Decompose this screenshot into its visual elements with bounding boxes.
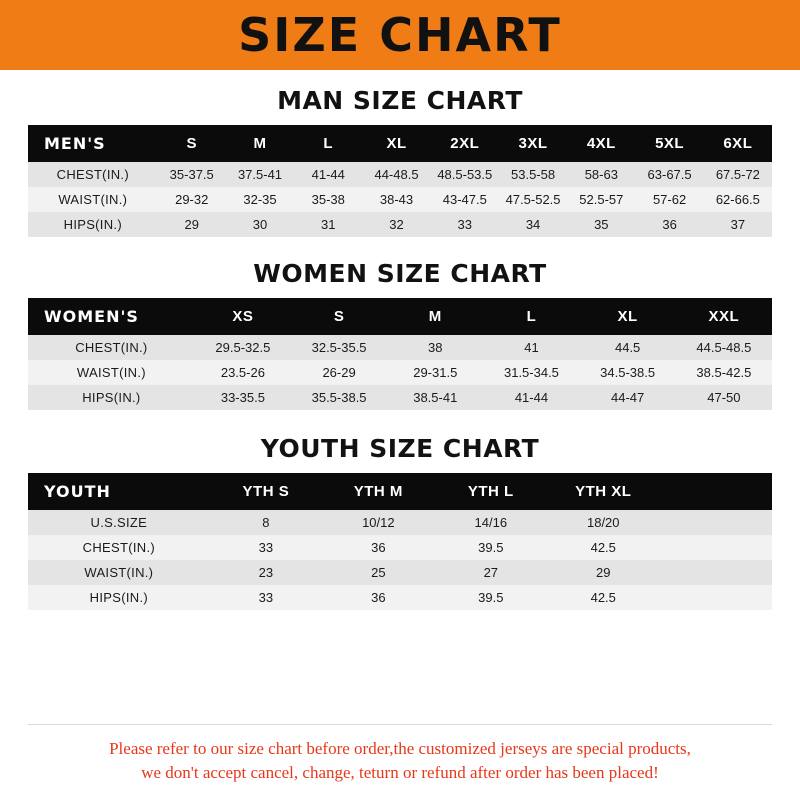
table-cell: 52.5-57 bbox=[567, 187, 635, 212]
column-header: XL bbox=[362, 125, 430, 162]
table-cell: 38 bbox=[387, 335, 483, 360]
column-header: YTH S bbox=[210, 473, 322, 510]
table-cell: 32 bbox=[362, 212, 430, 237]
column-header: L bbox=[294, 125, 362, 162]
table-row bbox=[28, 187, 772, 212]
table-body-man bbox=[28, 162, 772, 237]
row-label: WAIST(IN.) bbox=[28, 187, 158, 212]
notice-line-1: Please refer to our size chart before order,the customized jerseys are special products, bbox=[109, 738, 691, 758]
section-title-women: WOMEN SIZE CHART bbox=[253, 259, 547, 288]
table-cell-empty bbox=[659, 585, 772, 610]
table-cell: 39.5 bbox=[435, 535, 547, 560]
row-label: WAIST(IN.) bbox=[28, 360, 195, 385]
table-cell: 57-62 bbox=[635, 187, 703, 212]
column-header: YTH M bbox=[322, 473, 434, 510]
section-title-man: MAN SIZE CHART bbox=[277, 86, 523, 115]
table-cell: 37 bbox=[704, 212, 772, 237]
table-cell: 38-43 bbox=[362, 187, 430, 212]
table-cell: 44.5-48.5 bbox=[676, 335, 772, 360]
notice-section bbox=[0, 724, 800, 800]
table-cell: 36 bbox=[635, 212, 703, 237]
table-cell: 42.5 bbox=[547, 535, 659, 560]
table-head-youth bbox=[28, 473, 772, 510]
table-cell: 53.5-58 bbox=[499, 162, 567, 187]
table-cell: 41-44 bbox=[294, 162, 362, 187]
table-cell: 63-67.5 bbox=[635, 162, 703, 187]
column-header: YTH L bbox=[435, 473, 547, 510]
table-cell: 44.5 bbox=[580, 335, 676, 360]
table-cell: 41 bbox=[483, 335, 579, 360]
table-head-man bbox=[28, 125, 772, 162]
table-cell: 29-31.5 bbox=[387, 360, 483, 385]
table-cell: 29.5-32.5 bbox=[195, 335, 291, 360]
table-cell: 33-35.5 bbox=[195, 385, 291, 410]
table-cell: 23 bbox=[210, 560, 322, 585]
row-label: CHEST(IN.) bbox=[28, 162, 158, 187]
charts-content bbox=[0, 70, 800, 724]
table-cell: 44-48.5 bbox=[362, 162, 430, 187]
column-header: 4XL bbox=[567, 125, 635, 162]
table-cell: 8 bbox=[210, 510, 322, 535]
notice-box bbox=[28, 724, 772, 786]
column-header: 3XL bbox=[499, 125, 567, 162]
table-cell: 38.5-41 bbox=[387, 385, 483, 410]
table-cell: 35.5-38.5 bbox=[291, 385, 387, 410]
table-cell: 14/16 bbox=[435, 510, 547, 535]
table-cell: 29 bbox=[158, 212, 226, 237]
column-header: 6XL bbox=[704, 125, 772, 162]
table-youth-size-chart bbox=[28, 473, 772, 610]
row-label: HIPS(IN.) bbox=[28, 585, 210, 610]
table-row bbox=[28, 585, 772, 610]
table-row bbox=[28, 510, 772, 535]
section-title-youth: YOUTH SIZE CHART bbox=[260, 434, 540, 463]
column-header: MEN'S bbox=[28, 125, 158, 162]
row-label: HIPS(IN.) bbox=[28, 212, 158, 237]
table-cell: 38.5-42.5 bbox=[676, 360, 772, 385]
column-header: 2XL bbox=[431, 125, 499, 162]
table-cell: 47.5-52.5 bbox=[499, 187, 567, 212]
column-header: XS bbox=[195, 298, 291, 335]
table-cell-empty bbox=[659, 535, 772, 560]
table-cell: 44-47 bbox=[580, 385, 676, 410]
table-cell: 34.5-38.5 bbox=[580, 360, 676, 385]
table-cell-empty bbox=[659, 560, 772, 585]
table-row bbox=[28, 385, 772, 410]
row-label: U.S.SIZE bbox=[28, 510, 210, 535]
table-cell: 26-29 bbox=[291, 360, 387, 385]
table-women-size-chart bbox=[28, 298, 772, 410]
table-cell: 32.5-35.5 bbox=[291, 335, 387, 360]
table-cell: 36 bbox=[322, 585, 434, 610]
column-header: S bbox=[291, 298, 387, 335]
table-cell: 62-66.5 bbox=[704, 187, 772, 212]
table-row bbox=[28, 360, 772, 385]
row-label: CHEST(IN.) bbox=[28, 535, 210, 560]
table-cell: 33 bbox=[210, 535, 322, 560]
column-header: M bbox=[387, 298, 483, 335]
table-man-size-chart bbox=[28, 125, 772, 237]
table-cell: 58-63 bbox=[567, 162, 635, 187]
table-cell: 37.5-41 bbox=[226, 162, 294, 187]
column-header: S bbox=[158, 125, 226, 162]
table-cell: 31.5-34.5 bbox=[483, 360, 579, 385]
table-cell: 18/20 bbox=[547, 510, 659, 535]
table-cell-empty bbox=[659, 510, 772, 535]
row-label: HIPS(IN.) bbox=[28, 385, 195, 410]
table-head-women bbox=[28, 298, 772, 335]
column-header: XXL bbox=[676, 298, 772, 335]
table-cell: 31 bbox=[294, 212, 362, 237]
table-cell: 67.5-72 bbox=[704, 162, 772, 187]
table-cell: 41-44 bbox=[483, 385, 579, 410]
table-cell: 35-37.5 bbox=[158, 162, 226, 187]
table-cell: 29 bbox=[547, 560, 659, 585]
table-cell: 35-38 bbox=[294, 187, 362, 212]
page-banner bbox=[0, 0, 800, 70]
row-label: WAIST(IN.) bbox=[28, 560, 210, 585]
table-row bbox=[28, 212, 772, 237]
table-header-row bbox=[28, 473, 772, 510]
table-cell: 10/12 bbox=[322, 510, 434, 535]
table-cell: 47-50 bbox=[676, 385, 772, 410]
column-header-spacer bbox=[659, 473, 772, 510]
column-header: M bbox=[226, 125, 294, 162]
table-row bbox=[28, 162, 772, 187]
table-cell: 29-32 bbox=[158, 187, 226, 212]
table-cell: 39.5 bbox=[435, 585, 547, 610]
table-cell: 36 bbox=[322, 535, 434, 560]
row-label: CHEST(IN.) bbox=[28, 335, 195, 360]
table-cell: 42.5 bbox=[547, 585, 659, 610]
table-row bbox=[28, 535, 772, 560]
table-cell: 34 bbox=[499, 212, 567, 237]
table-cell: 25 bbox=[322, 560, 434, 585]
table-body-women bbox=[28, 335, 772, 410]
column-header: WOMEN'S bbox=[28, 298, 195, 335]
table-cell: 27 bbox=[435, 560, 547, 585]
page-title: SIZE CHART bbox=[238, 8, 562, 62]
table-cell: 33 bbox=[210, 585, 322, 610]
column-header: 5XL bbox=[635, 125, 703, 162]
column-header: XL bbox=[580, 298, 676, 335]
table-cell: 33 bbox=[431, 212, 499, 237]
table-cell: 30 bbox=[226, 212, 294, 237]
table-header-row bbox=[28, 125, 772, 162]
table-cell: 48.5-53.5 bbox=[431, 162, 499, 187]
table-row bbox=[28, 560, 772, 585]
table-row bbox=[28, 335, 772, 360]
table-body-youth bbox=[28, 510, 772, 610]
table-cell: 23.5-26 bbox=[195, 360, 291, 385]
column-header: L bbox=[483, 298, 579, 335]
table-cell: 32-35 bbox=[226, 187, 294, 212]
table-cell: 35 bbox=[567, 212, 635, 237]
table-header-row bbox=[28, 298, 772, 335]
table-cell: 43-47.5 bbox=[431, 187, 499, 212]
notice-line-2: we don't accept cancel, change, teturn or refund after order has been placed! bbox=[141, 763, 659, 783]
column-header: YOUTH bbox=[28, 473, 210, 510]
column-header: YTH XL bbox=[547, 473, 659, 510]
